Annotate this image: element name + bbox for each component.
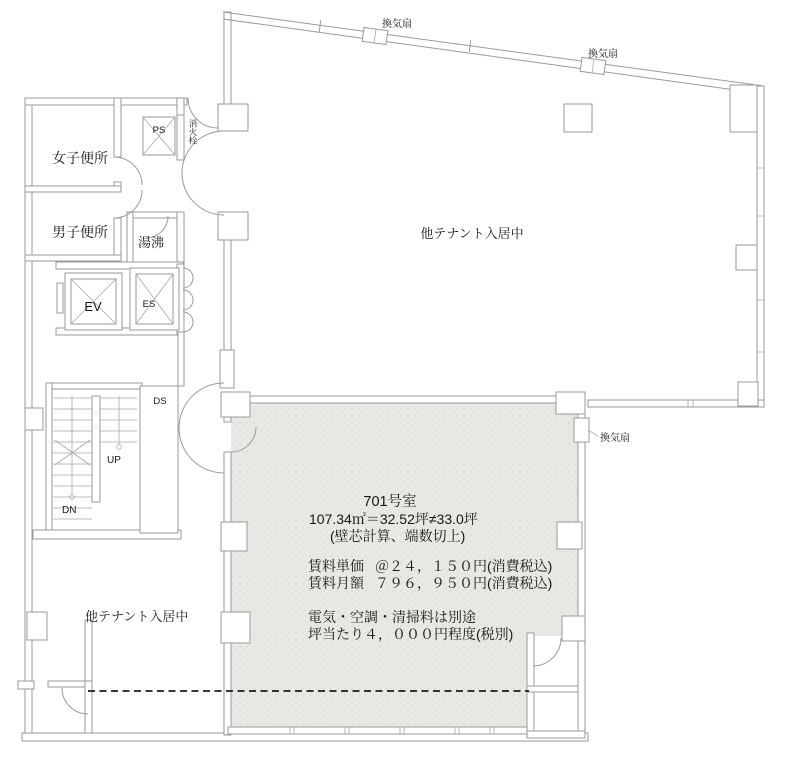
- label-elevator: EV: [84, 299, 102, 314]
- unit-calc-note: (壁芯計算、端数切上): [330, 528, 466, 544]
- label-es-shaft: ES: [142, 299, 156, 310]
- label-ds-shaft: DS: [153, 396, 167, 407]
- label-kitchenette: 湯沸: [138, 235, 165, 250]
- rent-unit-value: ＠２４，１５０円(消費税込): [375, 558, 553, 574]
- label-womens-toilet: 女子便所: [52, 150, 108, 166]
- label-other-tenant-bottom: 他テナント入居中: [85, 609, 189, 624]
- note-tsubo: 坪当たり４，０００円程度(税別): [308, 626, 514, 642]
- label-stairs-up: UP: [107, 455, 121, 466]
- label-vent-fan-2: 換気扇: [588, 49, 618, 60]
- label-vent-fan-1: 換気扇: [382, 19, 412, 30]
- label-ps-shaft: PS: [152, 125, 166, 136]
- note-utilities: 電気・空調・清掃料は別途: [308, 609, 476, 625]
- top-tenant-walls: [223, 12, 764, 407]
- label-fire-hydrant: 消火栓: [188, 119, 198, 145]
- label-vent-fan-3: 換気扇: [600, 433, 630, 444]
- unit-area: 107.34㎡＝32.52坪≠33.0坪: [309, 511, 478, 527]
- rent-unit-label: 賃料単価: [308, 558, 364, 574]
- label-other-tenant-top: 他テナント入居中: [420, 226, 524, 241]
- pipe-shaft: [143, 115, 184, 160]
- unit-title: 701号室: [363, 494, 417, 510]
- rent-monthly-value: ７９６，９５０円(消費税込): [375, 575, 553, 591]
- label-mens-toilet: 男子便所: [52, 224, 108, 240]
- label-stairs-down: DN: [62, 505, 77, 516]
- rent-monthly-label: 賃料月額: [308, 575, 364, 591]
